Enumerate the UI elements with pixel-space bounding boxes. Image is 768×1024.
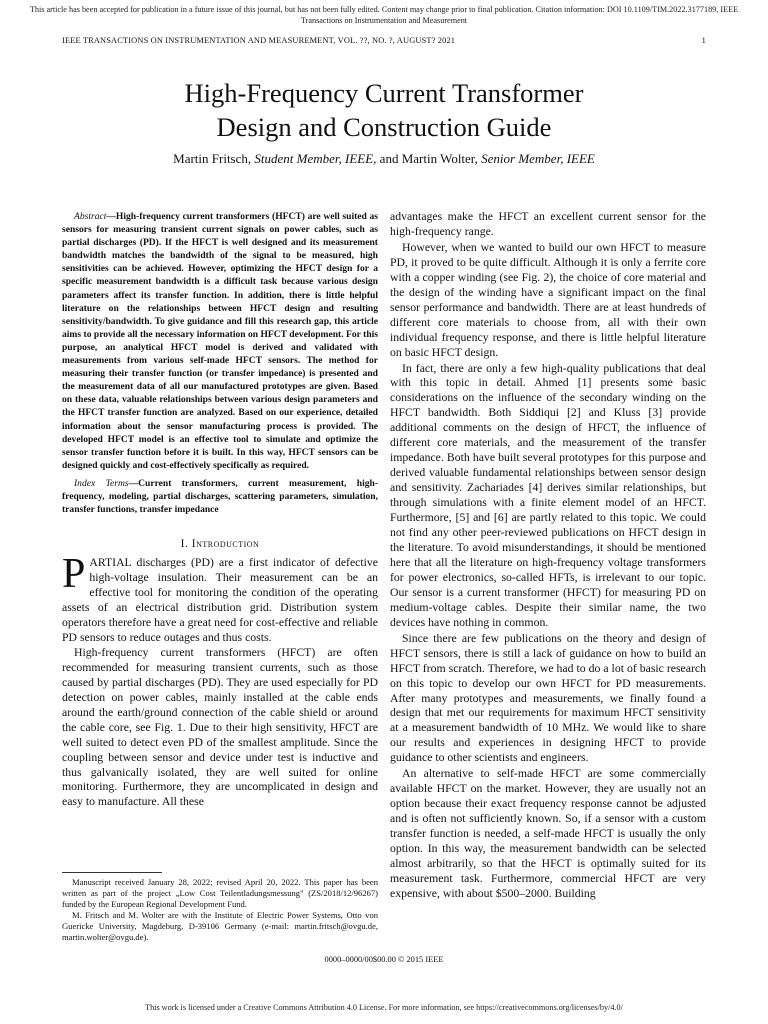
running-head xyxy=(62,36,706,45)
license-notice-bottom: This work is licensed under a Creative Commons Attribution 4.0 License. For more information, see https://creativecommons.org/licenses/by/4.0/ xyxy=(145,1003,623,1012)
author-2-affiliation: Senior Member, IEEE xyxy=(481,151,595,166)
author-1: Martin Fritsch, xyxy=(173,151,252,166)
right-paragraph-4: Since there are few publications on the theory and design of HFCT sensors, there is still a lack of guidance on how to build an HFCT from scratch. Therefore, we had to do a lot of basic research on this topic to develop our own HFCT for PD measurements. After many prototypes and measurements, we finally found a design that met our requirements for maximum HFCT sensitivity at a measurement bandwidth of 10 MHz. We would like to share our results and experiences in designing HFCT to provide guidance to other scientists and engineers. xyxy=(390,631,706,765)
footnote-affiliation: M. Fritsch and M. Wolter are with the Institute of Electric Power Systems, Otto von Guericke University, Magdeburg, D-39106 Germany (e-mail: martin.fritsch@ovgu.de, martin.wolter@ovgu.de). xyxy=(62,910,378,943)
journal-name: IEEE TRANSACTIONS ON INSTRUMENTATION AND MEASUREMENT, VOL. ??, NO. ?, AUGUST? 2021 xyxy=(62,36,456,45)
footnote-rule xyxy=(62,872,162,873)
author-conjunction: and Martin Wolter, xyxy=(379,151,478,166)
footnote xyxy=(62,877,378,944)
right-column xyxy=(390,210,706,903)
author-1-affiliation: Student Member, IEEE, xyxy=(254,151,377,166)
abstract-text: —High-frequency current transformers (HFCT) are well suited as sensors for measuring transient current signals on power cables, such as partial discharges (PD). If the HFCT is well designed and its measurement bandwidth matches the bandwidth of the signal to be measured, high sensitivities can be achieved. However, optimizing the HFCT design for a specific measurement bandwidth is a difficult task because various design parameters affect its transfer function. In addition, there is little helpful literature on the relationships between HFCT design and resulting sensitivity/bandwidth. To give guidance and fill this research gap, this article aims to provide all the necessary information on HFCT development. For this purpose, an analytical HFCT model is derived and validated with measurements from various self-made HFCT sensors. The method for measuring their transfer function (or transfer impedance) is presented and the measurement data of all our manufactured prototypes are given. Based on these data, valuable relationships between various design parameters and the HFCT transfer function are analyzed. Based on our experience, detailed information about the sensor manufacturing process is provided. The developed HFCT model is an effective tool to simulate and optimize the sensor transfer function before it is built. In this way, HFCT sensors can be designed quickly and cost-effectively specifically as required. xyxy=(62,211,378,471)
index-terms-lead: Index Terms xyxy=(74,477,129,489)
author-line xyxy=(62,151,706,167)
left-column xyxy=(62,210,378,810)
right-paragraph-2: However, when we wanted to build our own HFCT to measure PD, it proved to be quite difficult. Although it is only a ferrite core with a copper winding (see Fig. 2), the choice of core material and the design of the winding have a significant impact on the final sensor performance and bandwidth. There are at least hundreds of different core materials to choose from, all with their own individual frequency response, and there is little helpful literature on basic HFCT design. xyxy=(390,240,706,359)
drop-cap: P xyxy=(62,551,86,598)
notice-line-1: This article has been accepted for publication in a future issue of this journal, but has not been fully edited. Content may change prior to final publication. Citation information: DOI 10.1109/TIM.2022.3177189, IEEE xyxy=(29,5,739,14)
right-paragraph-5: An alternative to self-made HFCT are some commercially available HFCT on the market. However, they are usually not an option because their exact frequency response cannot be adjusted and is often not sufficiently known. So, if a sensor with a custom transfer function is needed, a self-made HFCT is usually the only option. In this way, the measurement bandwidth can be selected almost arbitrarily, so that the HFCT is optimally suited for its measurement task. Furthermore, commercial HFCT are very expensive, with about $500–2000. Building xyxy=(390,767,706,900)
paper-title xyxy=(62,76,706,144)
intro-paragraph-1 xyxy=(62,551,378,646)
intro-paragraph-1-text: ARTIAL discharges (PD) are a first indicator of defective high-voltage insulation. Their measurement can be an effective tool for monitoring the condition of the operating assets of an electrical distribution grid. Distribution system operators therefore have a great need for cost-effective and reliable PD sensors to reduce outages and thus costs. xyxy=(62,556,378,644)
page-number: 1 xyxy=(701,36,706,45)
section-title: Introduction xyxy=(191,538,260,551)
abstract xyxy=(62,210,378,472)
intro-paragraph-2: High-frequency current transformers (HFCT) are often recommended for measuring transient currents, such as those caused by partial discharges (PD). They are used especially for PD detection on power cables, mainly installed at the cable ends around the earth/ground connection of the cable shield or around the cable core, see Fig. 1. Due to their high sensitivity, HFCT are well suited to detect even PD of the smallest amplitude. Since the coupling between sensor and device under test is inductive and thus galvanically isolated, they are well suited for online monitoring. Furthermore, they are uncomplicated in design and easy to manufacture. All these xyxy=(62,645,378,809)
section-heading-introduction xyxy=(62,538,378,550)
index-terms xyxy=(62,477,378,516)
abstract-lead: Abstract xyxy=(74,211,107,222)
publication-notice-top xyxy=(20,4,748,26)
right-paragraph-1: advantages make the HFCT an excellent current sensor for the high-frequency range. xyxy=(390,210,706,238)
title-line-1: High-Frequency Current Transformer xyxy=(184,78,584,108)
right-paragraph-3: In fact, there are only a few high-quality publications that deal with this topic in detail. Ahmed [1] presents some basic considerations on the influence of the secondary winding on the HFCT bandwidth. Both Siddiqui [2] and Kluss [3] provide additional comments on the design of HFCT, the influence of different core materials, and the measurement of the transfer impedance. Both have built several prototypes for this purpose and derived valuable fundamental relationships between sensor design and sensitivity. Zachariades [4] derives similar relationships, but through simulations with a finite element model of an HFCT. Furthermore, [5] and [6] are partly related to this topic. We could not find any other peer-reviewed publications on HFCT design in the literature. To avoid misunderstandings, it should be mentioned here that all the literature on high-frequency voltage transformers for power electronics, so-called HFTs, is irrelevant to our topic. Our sensor is a current transformer (HFCT) for measuring PD on medium-voltage cables. Despite their similar name, the two devices have nothing in common. xyxy=(390,361,706,629)
title-line-2: Design and Construction Guide xyxy=(216,112,552,142)
footnote-manuscript: Manuscript received January 28, 2022; revised April 20, 2022. This paper has been written as part of the project „Low Cost Teilentladungsmessung" (ZS/2018/12/96267) funded by the European Regional Development Fund. xyxy=(62,877,378,910)
index-terms-text: —Current transformers, current measurement, high-frequency, modeling, partial discharges, scattering parameters, simulation, transfer functions, transfer impedance xyxy=(62,477,378,516)
section-numeral: I. xyxy=(180,538,189,551)
notice-line-2: Transactions on Instrumentation and Measurement xyxy=(300,16,468,25)
copyright-line: 0000–0000/00$00.00 © 2015 IEEE xyxy=(324,955,444,964)
